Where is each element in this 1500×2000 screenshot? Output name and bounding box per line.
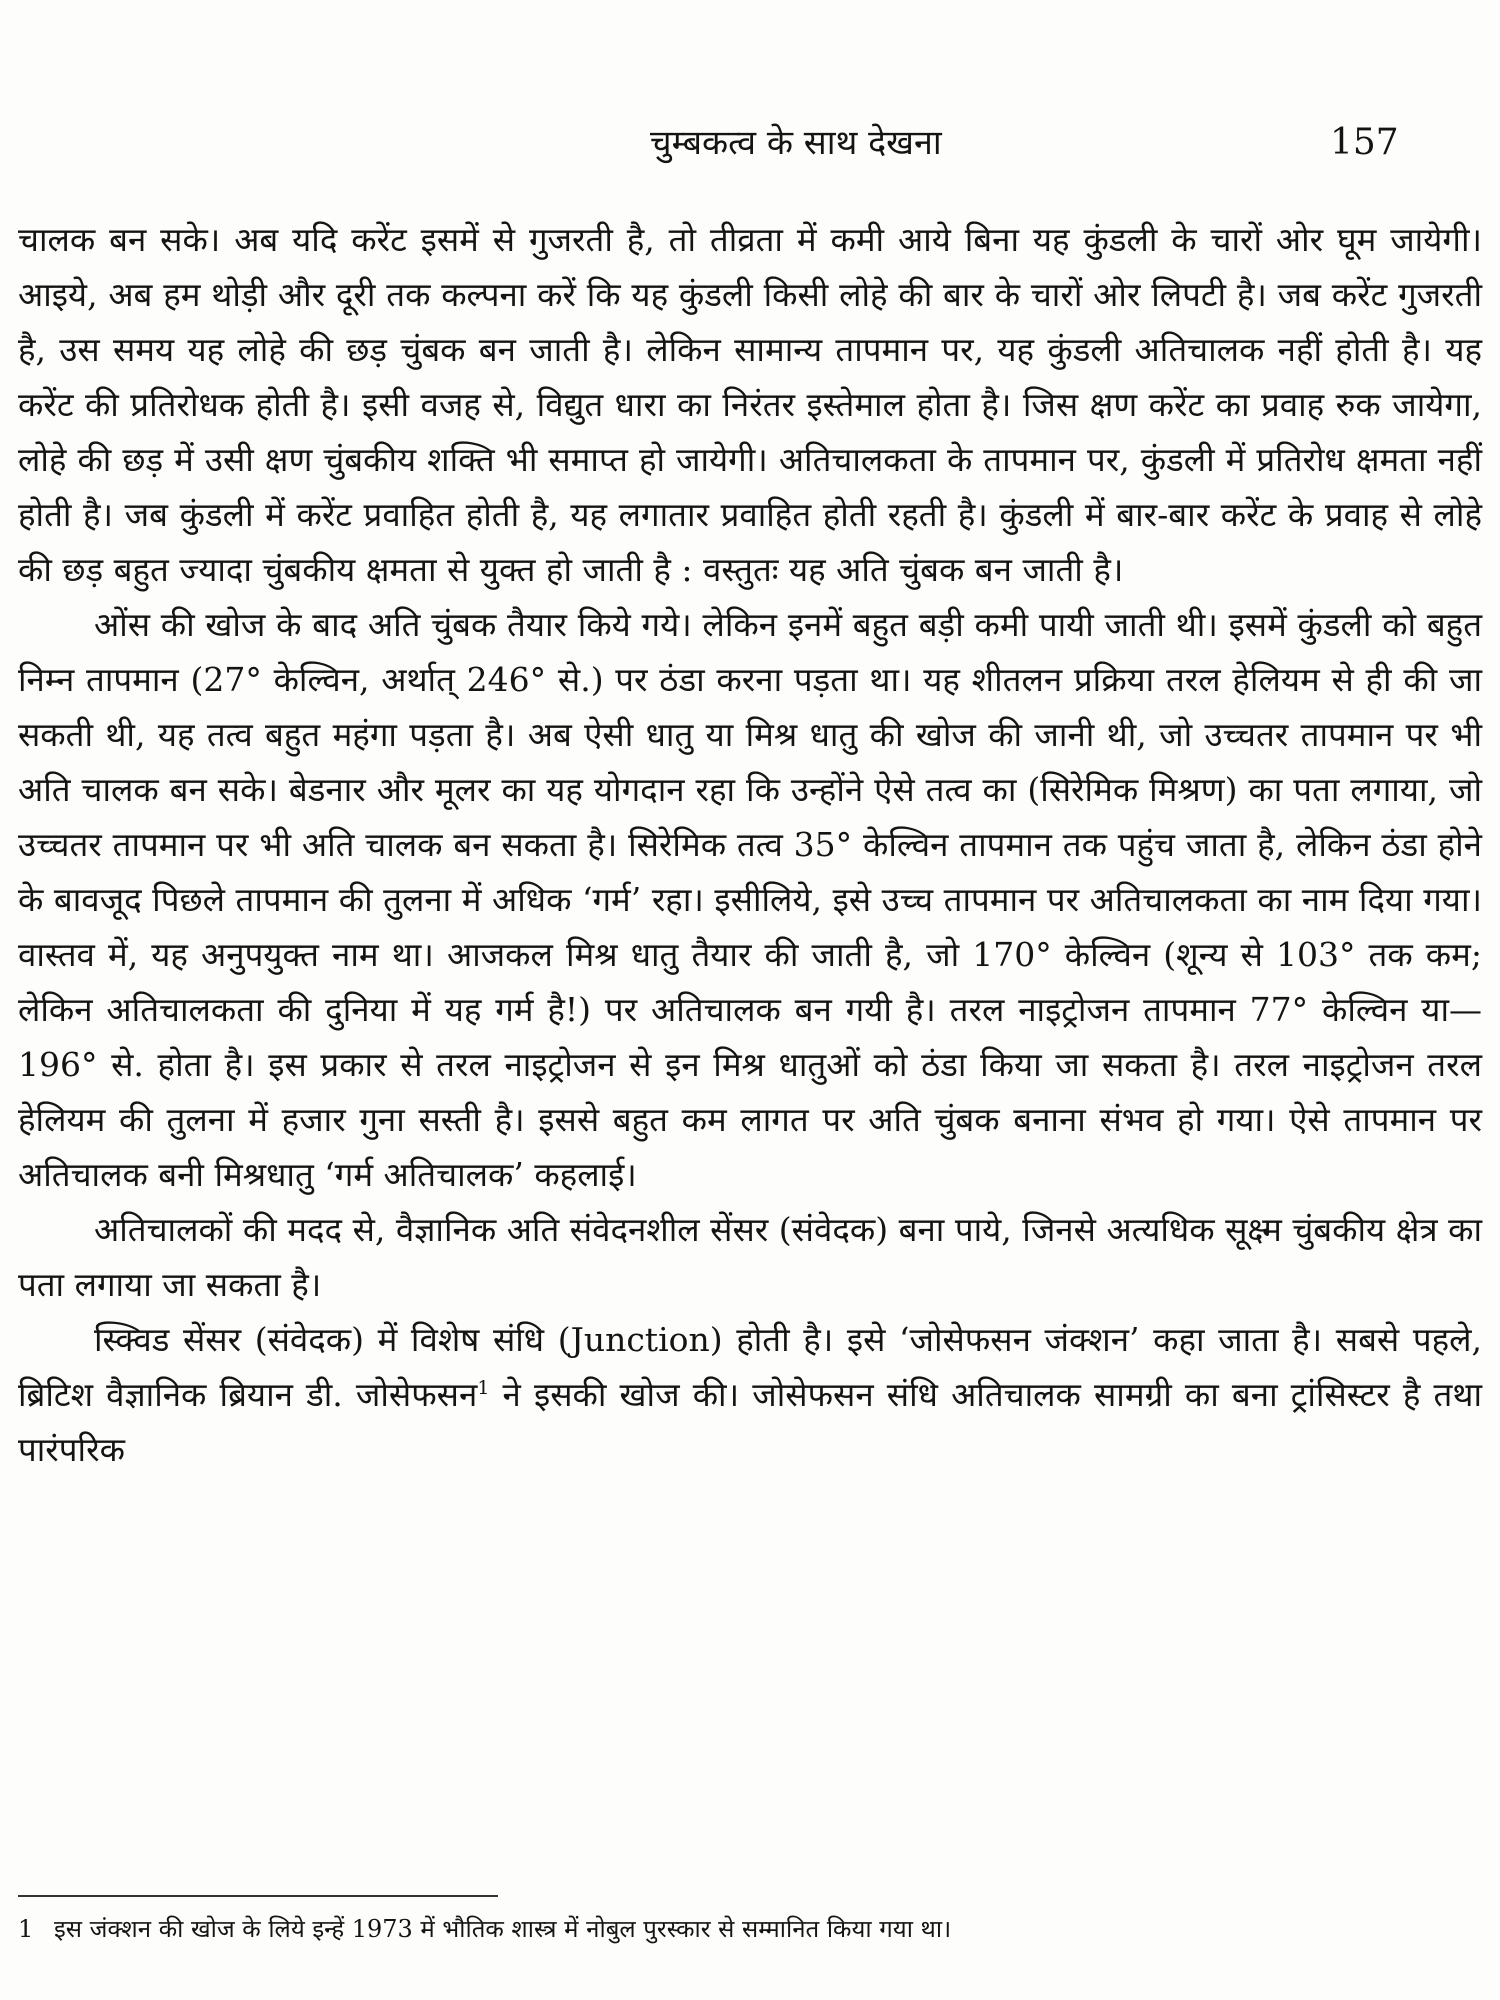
footnote-divider bbox=[18, 1895, 498, 1897]
paragraph-4-text-end: ने इसकी खोज की। जोसेफसन संधि अतिचालक सामग्री का बना ट्रांसिस्टर है तथा पारंपरिक bbox=[18, 1375, 1482, 1469]
running-title: चुम्बकत्व के साथ देखना bbox=[650, 123, 942, 163]
paragraph-1: चालक बन सके। अब यदि करेंट इसमें से गुजरती है, तो तीव्रता में कमी आये बिना यह कुंडली के चारों ओर घूम जायेगी। आइये, अब हम थोड़ी और दूरी तक कल्पना करें कि यह कुंडली किसी लोहे की बार के चारों ओर लिपटी है। जब करेंट गुजरती है, उस समय यह लोहे की छड़ चुंबक बन जाती है। लेकिन सामान्य तापमान पर, यह कुंडली अतिचालक नहीं होती है। यह करेंट की प्रतिरोधक होती है। इसी वजह से, विद्युत धारा का निरंतर इस्तेमाल होता है। जिस क्षण करेंट का प्रवाह रुक जायेगा, लोहे की छड़ में उसी क्षण चुंबकीय शक्ति भी समाप्त हो जायेगी। अतिचालकता के तापमान पर, कुंडली में प्रतिरोध क्षमता नहीं होती है। जब कुंडली में करेंट प्रवाहित होती है, यह लगातार प्रवाहित होती रहती है। कुंडली में बार-बार करेंट के प्रवाह से लोहे की छड़ बहुत ज्यादा चुंबकीय क्षमता से युक्त हो जाती है : वस्तुतः यह अति चुंबक बन जाती है। bbox=[18, 220, 1482, 589]
footnote bbox=[18, 1908, 1482, 1950]
footnote-text: इस जंक्शन की खोज के लिये इन्हें 1973 में भौतिक शास्त्र में नोबुल पुरस्कार से सम्मानित किया गया था। bbox=[54, 1915, 952, 1943]
paragraph-4-text-start: स्क्विड सेंसर (संवेदक) में विशेष संधि (Junction) होती है। इसे ‘जोसेफसन जंक्शन’ कहा जाता है। सबसे पहले, ब्रिटिश वैज्ञानिक ब्रियान डी. जोसेफसन bbox=[18, 1320, 1482, 1414]
footnote-reference-mark: 1 bbox=[477, 1377, 490, 1399]
paragraph-4 bbox=[18, 1312, 1482, 1477]
paragraph-2: ओंस की खोज के बाद अति चुंबक तैयार किये गये। लेकिन इनमें बहुत बड़ी कमी पायी जाती थी। इसमें कुंडली को बहुत निम्न तापमान (27° केल्विन, अर्थात् 246° से.) पर ठंडा करना पड़ता था। यह शीतलन प्रक्रिया तरल हेलियम से ही की जा सकती थी, यह तत्व बहुत महंगा पड़ता है। अब ऐसी धातु या मिश्र धातु की खोज की जानी थी, जो उच्चतर तापमान पर भी अति चालक बन सके। बेडनार और मूलर का यह योगदान रहा कि उन्होंने ऐसे तत्व का (सिरेमिक मिश्रण) का पता लगाया, जो उच्चतर तापमान पर भी अति चालक बन सकता है। सिरेमिक तत्व 35° केल्विन तापमान तक पहुंच जाता है, लेकिन ठंडा होने के बावजूद पिछले तापमान की तुलना में अधिक ‘गर्म’ रहा। इसीलिये, इसे उच्च तापमान पर अतिचालकता का नाम दिया गया। वास्तव में, यह अनुपयुक्त नाम था। आजकल मिश्र धातु तैयार की जाती है, जो 170° केल्विन (शून्य से 103° तक कम; लेकिन अतिचालकता की दुनिया में यह गर्म है!) पर अतिचालक बन गयी है। तरल नाइट्रोजन तापमान 77° केल्विन या—196° से. होता है। इस प्रकार से तरल नाइट्रोजन से इन मिश्र धातुओं को ठंडा किया जा सकता है। तरल नाइट्रोजन तरल हेलियम की तुलना में हजार गुना सस्ती है। इससे बहुत कम लागत पर अति चुंबक बनाना संभव हो गया। ऐसे तापमान पर अतिचालक बनी मिश्रधातु ‘गर्म अतिचालक’ कहलाई। bbox=[18, 605, 1482, 1194]
page-number: 157 bbox=[1330, 122, 1399, 163]
body-text bbox=[18, 212, 1482, 1477]
footnote-number: 1 bbox=[18, 1915, 34, 1943]
page-header bbox=[0, 118, 1500, 168]
paragraph-3: अतिचालकों की मदद से, वैज्ञानिक अति संवेदनशील सेंसर (संवेदक) बना पाये, जिनसे अत्यधिक सूक्ष्म चुंबकीय क्षेत्र का पता लगाया जा सकता है। bbox=[18, 1210, 1482, 1304]
